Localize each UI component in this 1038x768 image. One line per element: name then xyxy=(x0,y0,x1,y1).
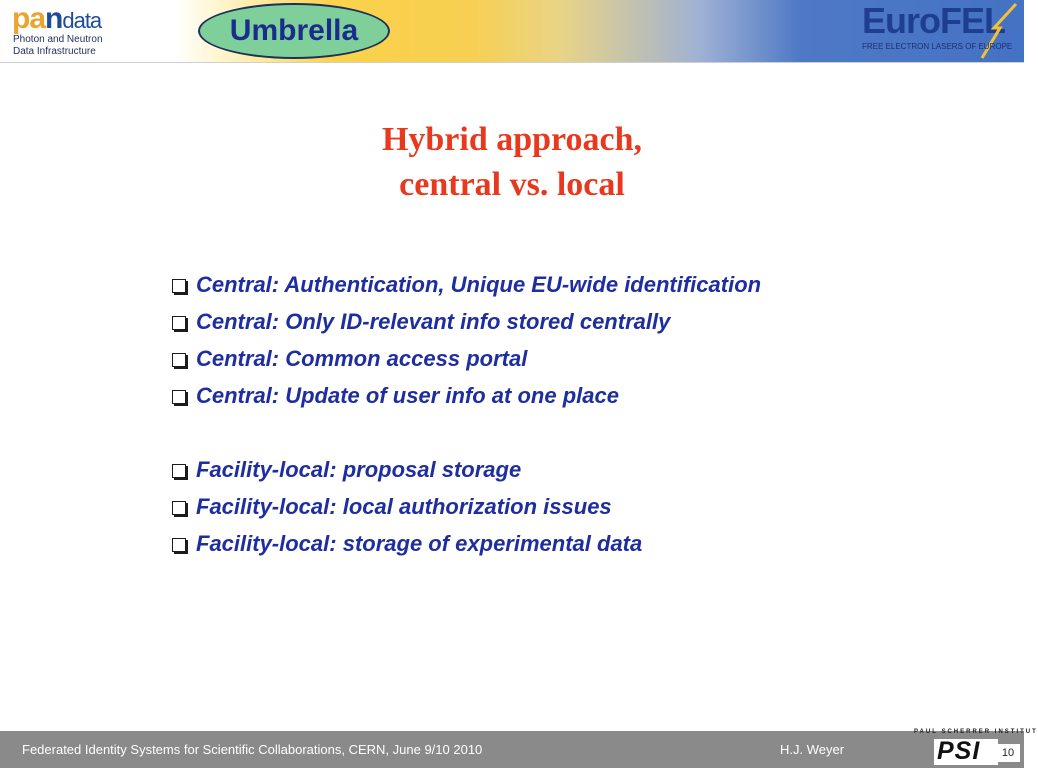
pandata-data: data xyxy=(62,8,102,33)
bullet-text: Facility-local: proposal storage xyxy=(196,456,522,482)
footer-bar xyxy=(0,731,1024,768)
psi-logo-mark xyxy=(934,739,998,765)
lightning-bolt-icon xyxy=(976,2,1022,60)
footer-event: Federated Identity Systems for Scientific Collaborations, CERN, June 9/10 2010 xyxy=(22,742,483,757)
bullet-text: Facility-local: local authorization issues xyxy=(196,493,612,519)
bullet-item xyxy=(172,488,932,525)
page-number: 10 xyxy=(996,744,1020,762)
pandata-n: n xyxy=(45,2,63,35)
bullet-item xyxy=(172,377,932,414)
umbrella-badge xyxy=(198,3,390,59)
bullet-text: Central: Authentication, Unique EU-wide identification xyxy=(196,271,762,297)
checkbox-bullet-icon xyxy=(172,279,186,293)
umbrella-label: Umbrella xyxy=(229,14,359,47)
eurofel-wordmark: EuroFEL xyxy=(862,0,1005,41)
psi-institute-name: PAUL SCHERRER INSTITUT xyxy=(914,729,1038,735)
pandata-wordmark xyxy=(12,2,101,38)
bullet-item xyxy=(172,303,932,340)
eurofel-tagline: FREE ELECTRON LASERS OF EUROPE xyxy=(862,42,1013,51)
checkbox-bullet-icon xyxy=(172,316,186,330)
slide-title-line-2: central vs. local xyxy=(399,166,625,203)
bullet-list xyxy=(172,266,932,562)
bullet-text: Facility-local: storage of experimental data xyxy=(196,530,643,556)
header-band xyxy=(0,0,1024,63)
bullet-item xyxy=(172,525,932,562)
footer-author: H.J. Weyer xyxy=(780,742,845,757)
bullet-text: Central: Only ID-relevant info stored centrally xyxy=(196,308,671,334)
pandata-pa: pa xyxy=(12,2,46,35)
slide-title xyxy=(0,117,1024,207)
bullet-item xyxy=(172,340,932,377)
psi-logo-text: PSI xyxy=(937,737,981,765)
pandata-logo xyxy=(10,2,180,60)
checkbox-bullet-icon xyxy=(172,501,186,515)
checkbox-bullet-icon xyxy=(172,464,186,478)
checkbox-bullet-icon xyxy=(172,390,186,404)
checkbox-bullet-icon xyxy=(172,353,186,367)
pandata-subtitle-1: Photon and Neutron xyxy=(13,34,103,45)
slide-title-line-1: Hybrid approach, xyxy=(381,121,643,158)
bullet-item xyxy=(172,266,932,303)
checkbox-bullet-icon xyxy=(172,538,186,552)
bullet-item xyxy=(172,451,932,488)
pandata-subtitle-2: Data Infrastructure xyxy=(13,46,96,57)
bullet-text: Central: Common access portal xyxy=(196,345,528,371)
eurofel-logo xyxy=(858,2,1022,60)
bullet-text: Central: Update of user info at one place xyxy=(196,382,619,408)
